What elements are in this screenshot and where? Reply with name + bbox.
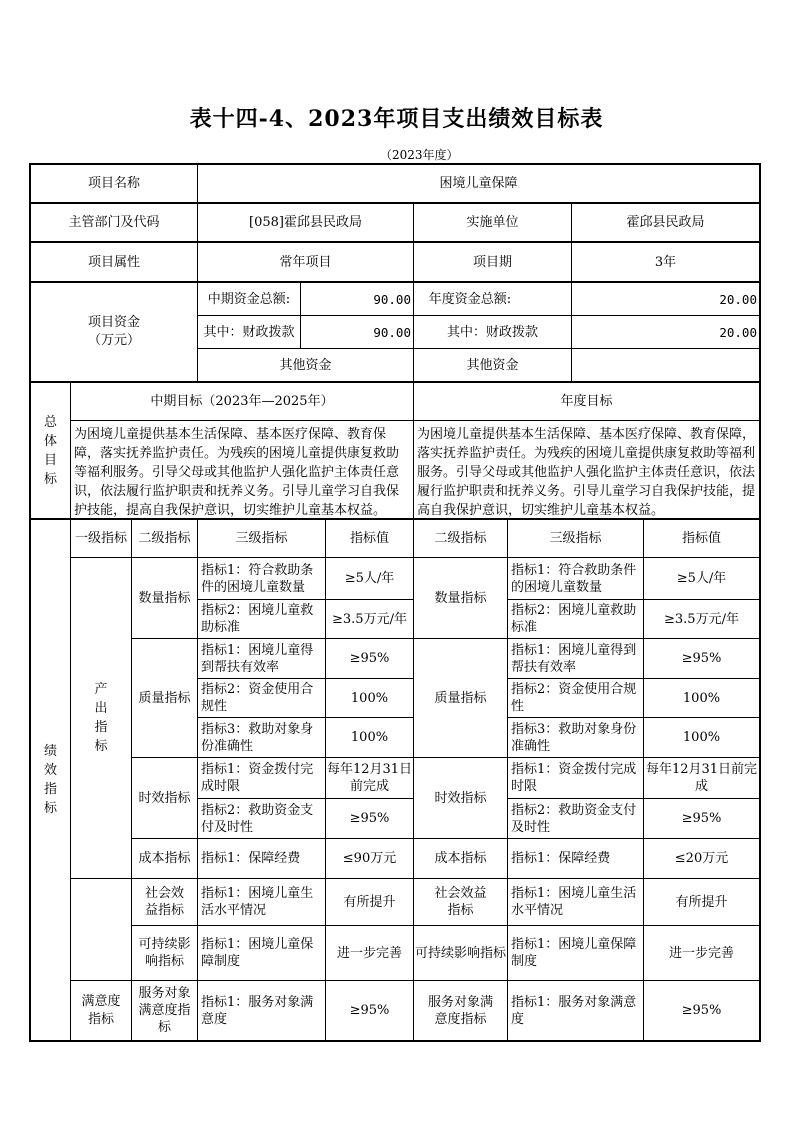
sustain-v1: 进一步完善 — [336, 945, 402, 961]
level2-header-right: 二级指标 — [434, 531, 487, 546]
quality-v1-right: ≥95% — [681, 651, 722, 666]
service-v1-right: ≥95% — [681, 1003, 722, 1018]
year-other-label: 其他资金 — [466, 357, 519, 373]
level1-header: 一级指标 — [74, 531, 127, 546]
satisfaction-label: 满意度 指标 — [81, 993, 121, 1027]
cost-i1: 指标1：保障经费 — [201, 851, 301, 866]
cost-i1-right: 指标1：保障经费 — [511, 851, 611, 866]
social-label: 社会效益指标 — [144, 886, 184, 918]
quality-v1: ≥95% — [349, 651, 390, 666]
timeliness-i2-right: 指标2：救助资金支付及时性 — [511, 802, 637, 835]
grid-line — [29, 1040, 760, 1042]
quantity-i1-right: 指标1：符合救助条件的困境儿童数量 — [511, 562, 637, 595]
social-v1: 有所提升 — [343, 894, 396, 910]
value-header: 指标值 — [349, 531, 389, 546]
quality-label-right: 质量指标 — [434, 690, 487, 706]
quality-i3-right: 指标3：救助对象身份准确性 — [511, 721, 637, 754]
social-v1-right: 有所提升 — [675, 894, 728, 910]
quality-v3: 100% — [350, 730, 389, 745]
impl-unit-label: 实施单位 — [466, 215, 519, 230]
quantity-i2-right: 指标2：困境儿童救助标准 — [511, 603, 637, 635]
attribute-value: 常年项目 — [279, 254, 332, 270]
project-name-label: 项目名称 — [87, 176, 140, 191]
project-name-value: 困境儿童保障 — [439, 176, 518, 191]
service-v1: ≥95% — [349, 1003, 390, 1018]
year-goal-text: 为困境儿童提供基本生活保障、基本医疗保障、教育保障，落实抚养监护责任。为残疾的困境儿童提供康复救助等福利服务。引导父母或其他监护人强化监护主体责任意识，依法履行监护职责和抚养义务。引导儿童学习自我保护技能，提高自我保护意识，切实维护儿童基本权益。 — [417, 427, 756, 518]
quantity-i1: 指标1：符合救助条件的困境儿童数量 — [201, 562, 314, 595]
quality-v3-right: 100% — [682, 730, 721, 745]
quality-v2: 100% — [350, 690, 389, 706]
sustain-label: 可持续影响指标 — [138, 937, 191, 969]
quality-v2-right: 100% — [682, 690, 721, 706]
social-i1: 指标1：困境儿童生活水平情况 — [201, 886, 314, 918]
year-total-value: 20.00 — [719, 291, 757, 307]
output-indicator-label: 产 出 指 标 — [94, 682, 108, 754]
level3-header: 三级指标 — [235, 531, 288, 546]
year-note: （2023年度） — [380, 148, 459, 162]
mid-goal-text: 为困境儿童提供基本生活保障、基本医疗保障、教育保障，落实抚养监护责任。为残疾的困境儿童提供康复救助等福利服务。引导父母或其他监护人强化监护主体责任意识，依法履行监护职责和抚养义务。引导儿童学习自我保护技能，提高自我保护意识，切实维护儿童基本权益。 — [74, 427, 400, 518]
timeliness-i2: 指标2：救助资金支付及时性 — [201, 802, 314, 835]
sustain-i1: 指标1：困境儿童保障制度 — [201, 937, 314, 969]
quality-label: 质量指标 — [138, 690, 191, 706]
year-fiscal-value: 20.00 — [719, 324, 757, 340]
overall-goal-label: 总 体 目 标 — [43, 414, 57, 487]
sustain-v1-right: 进一步完善 — [668, 945, 734, 961]
mid-fiscal-value: 90.00 — [373, 324, 411, 340]
quantity-v1-right: ≥5人/年 — [676, 571, 727, 586]
timeliness-v1: 每年12月31日前完成 — [326, 762, 413, 794]
impl-unit-value: 霍邱县民政局 — [626, 215, 705, 230]
timeliness-v2: ≥95% — [349, 811, 390, 826]
service-i1-right: 指标1：服务对象满意度 — [511, 994, 637, 1027]
dept-code-value: [058]霍邱县民政局 — [249, 215, 362, 230]
timeliness-v2-right: ≥95% — [681, 811, 722, 826]
level2-header: 二级指标 — [138, 531, 191, 546]
cost-v1: ≤90万元 — [342, 851, 397, 866]
service-label: 服务对象满意度指标 — [138, 986, 191, 1035]
timeliness-label: 时效指标 — [138, 790, 191, 806]
sustain-i1-right: 指标1：困境儿童保障制度 — [511, 937, 637, 969]
quality-i2-right: 指标2：资金使用合规性 — [511, 682, 637, 714]
year-goal-header: 年度目标 — [560, 394, 613, 409]
level3-header-right: 三级指标 — [549, 531, 602, 546]
service-i1: 指标1：服务对象满意度 — [201, 994, 314, 1027]
timeliness-label-right: 时效指标 — [434, 790, 487, 806]
attribute-label: 项目属性 — [87, 254, 140, 270]
quality-i2: 指标2：资金使用合规性 — [201, 682, 314, 714]
mid-other-label: 其他资金 — [279, 357, 332, 373]
cost-v1-right: ≤20万元 — [674, 851, 729, 866]
mid-total-value: 90.00 — [373, 291, 411, 307]
performance-label: 绩 效 指 标 — [43, 744, 57, 816]
dept-label: 主管部门及代码 — [68, 215, 160, 230]
funds-label: 项目资金 （万元） — [87, 315, 140, 348]
quantity-v1: ≥5人/年 — [344, 571, 395, 586]
service-label-right: 服务对象满意度指标 — [428, 994, 494, 1027]
cost-label-right: 成本指标 — [434, 851, 487, 866]
social-label-right: 社会效益指标 — [434, 886, 487, 918]
quality-i3: 指标3：救助对象身份准确性 — [201, 721, 314, 754]
quantity-v2-right: ≥3.5万元/年 — [664, 611, 739, 627]
value-header-right: 指标值 — [681, 531, 721, 546]
quality-i1-right: 指标1：困境儿童得到帮扶有效率 — [511, 642, 637, 675]
social-i1-right: 指标1：困境儿童生活水平情况 — [511, 886, 637, 918]
quantity-label: 数量指标 — [138, 590, 191, 606]
period-value: 3年 — [654, 254, 677, 270]
mid-goal-header: 中期目标（2023年—2025年） — [150, 394, 334, 409]
page-title: 表十四-4、2023年项目支出绩效目标表 — [189, 106, 604, 132]
timeliness-i1-right: 指标1：资金拨付完成时限 — [511, 762, 637, 794]
quality-i1: 指标1：困境儿童得到帮扶有效率 — [201, 642, 314, 675]
quantity-i2: 指标2：困境儿童救助标准 — [201, 603, 314, 635]
period-label: 项目期 — [472, 254, 512, 270]
year-total-label: 年度资金总额: — [428, 291, 512, 307]
quantity-v2: ≥3.5万元/年 — [332, 611, 407, 627]
timeliness-i1: 指标1：资金拨付完成时限 — [201, 762, 314, 794]
sustain-label-right: 可持续影响指标 — [414, 945, 506, 961]
grid-line — [759, 163, 761, 1042]
mid-total-label: 中期资金总额: — [207, 291, 291, 307]
quantity-label-right: 数量指标 — [434, 590, 487, 606]
year-fiscal-label: 其中：财政拨款 — [446, 324, 538, 340]
grid-line — [70, 420, 760, 421]
timeliness-v1-right: 每年12月31日前完成 — [645, 762, 758, 794]
mid-fiscal-label: 其中：财政拨款 — [203, 324, 295, 340]
cost-label: 成本指标 — [138, 851, 191, 866]
